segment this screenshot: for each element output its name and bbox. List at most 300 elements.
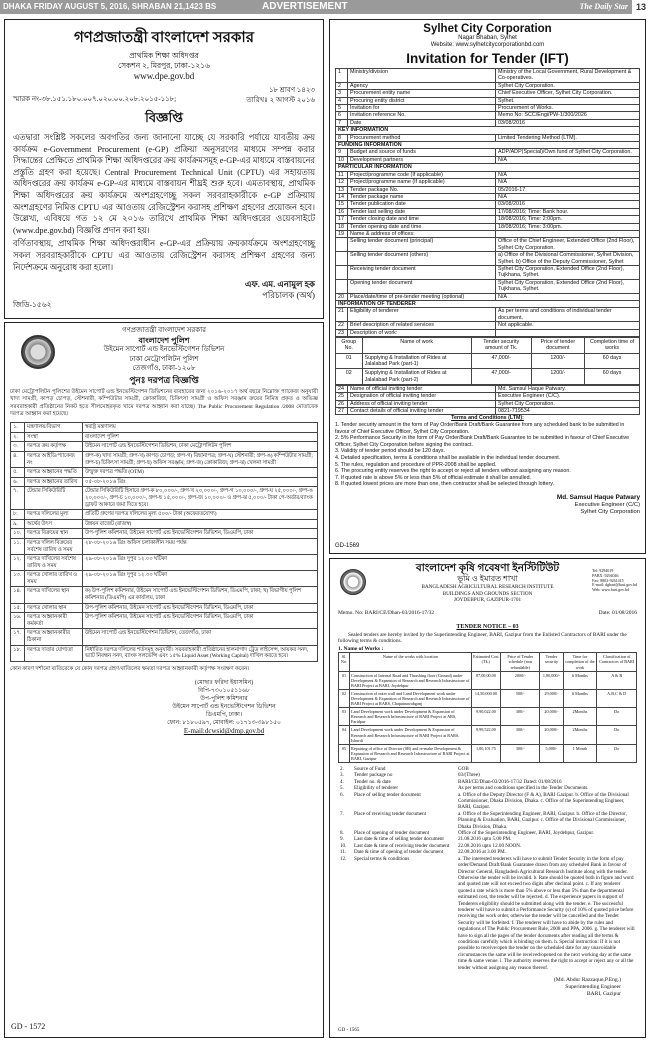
masthead: The Daily Star (579, 2, 628, 11)
scc-row-value: N/A (496, 193, 640, 200)
dmp-row (11, 603, 318, 613)
dmp-row-key: দরপত্র বিক্রয়ের স্থান (25, 529, 83, 539)
scc-row-key: Procurement method (348, 134, 496, 141)
bari-detail-value: 22.08.2016 upto 12.00 NOON. (458, 842, 522, 849)
bari-work-row (339, 726, 637, 744)
scc-signer-title: Executive Engineer (C/C) (574, 501, 640, 508)
bari-detail-key: Last date & time of selling tender document (354, 836, 444, 843)
scc-work-col-header: Tender security amount of Tk. (471, 338, 531, 354)
scc-row-num: 18 (336, 223, 348, 230)
bari-work-cell: Construction of Internal Road and Thrashing floor (Ground) under Development & Expansion of Research and Research Infrastructure of BARI Project at BARI, Joydebpur (351, 672, 470, 688)
scc-term-item: 4. Detailed specification, terms & conditions shall be available in the individual tender document. (335, 455, 561, 461)
scc-row-value: Sylhet City Corporation. (496, 82, 640, 89)
dpe-notice (4, 19, 324, 319)
dmp-row-key: দরপত্র আহ্বানের তারিখ (25, 477, 83, 487)
dmp-row-num: ২. (11, 432, 25, 442)
dmp-row-value: বাংলাদেশ পুলিশ (83, 432, 318, 442)
dpe-date-bn: ১৮ শ্রাবণ ১৪২৩ (268, 86, 315, 94)
dmp-row-value: উপ-পুলিশ কমিশনার, উইমেন সাপোর্ট এন্ড ইনভেস্টিগেশন ডিভিশন, ডিএমপি, ঢাকা (83, 613, 318, 629)
dmp-intro: ঢাকা মেট্রোপলিটন পুলিশের উইমেন সাপোর্ট এন্ড ইনভেস্টিগেশন ডিভিশনের ব্যবহারের জন্য ২০১৬-২০১৭ অর্থ বছরে নিম্নোক্ত প্যাকেজ অনুযায়ী খাদ্য সামগ্রী, কাপড় চোপড়, স্টেশনারী, কম্পিউটার সামগ্রী, ক্রোকারিজ, চিকিৎসা সামগ্রী ও অফিস সরঞ্জাম ক্রয়ের নিমিত্ত প্রকৃত ও অভিজ্ঞ সরবরাহকারী প্রতিষ্ঠানের নিকট হতে সীলমোহরকৃত খামে দরপত্র আহ্বান করা যাচ্ছে। The Public Procurement Regulation /2008 মোতাবেক দরপত্র আহ্বান করা হয়েছে। (10, 389, 318, 417)
scc-section-heading: KEY INFORMATION (336, 127, 640, 134)
dmp-signer-id: বিপি-৭৩০১০৫১১৬৮ (198, 688, 250, 695)
bari-detail-row (338, 856, 637, 971)
scc-row-key: Tender publication date (348, 201, 496, 208)
scc-row (336, 393, 640, 400)
dmp-title: পুনঃ দরপত্র বিজ্ঞপ্তি (129, 374, 199, 385)
scc-row-value: Chief Executive Officer, Sylhet City Corporation. (496, 90, 640, 97)
bari-detail-key: Place of selling tender document (354, 791, 421, 798)
scc-row-value: Executive Engineer (C/C). (496, 393, 640, 400)
dmp-row (11, 487, 318, 510)
scc-row-num: 7 (336, 119, 348, 126)
bari-work-cell: Do (597, 744, 637, 762)
dmp-row (11, 477, 318, 487)
dmp-email: E-mail:dcwsid@dmp.gov.bd (183, 727, 265, 736)
scc-row (336, 193, 640, 200)
scc-row-num (336, 265, 348, 279)
scc-row-value (496, 230, 640, 237)
bari-work-cell: Do (597, 726, 637, 744)
dmp-row-key: দরপত্র খোলার তারিখ ও সময় (25, 571, 83, 587)
scc-gd: GD-1569 (335, 543, 360, 549)
bari-name-en: BANGLADESH AGRICULTURAL RESEARCH INSTITUTE (421, 584, 554, 590)
scc-row-num: 17 (336, 216, 348, 223)
scc-work-cell: 47,000/- (471, 353, 531, 369)
scc-row-key: Opening tender document (348, 279, 496, 293)
scc-row (336, 164, 640, 171)
scc-term-item: 7. If quoted rate is above 5% or less than 5% of official estimate it shall be annulled. (335, 474, 532, 481)
dpe-dates (246, 85, 315, 105)
scc-row (336, 156, 640, 163)
bari-detail-key: Eligibility of tenderer (354, 785, 399, 792)
scc-terms (335, 415, 640, 488)
scc-row-value: 03/08/2016 (496, 201, 640, 208)
scc-row (336, 385, 640, 392)
bari-work-cell: 5,000/- (540, 744, 563, 762)
bari-detail-num: 11. (340, 849, 347, 856)
scc-work-cell: 47,000/- (471, 369, 531, 385)
dpe-govt-title: গণপ্রজাতন্ত্রী বাংলাদেশ সরকার (73, 30, 255, 46)
bari-detail-key: Special terms & conditions (354, 855, 410, 862)
bari-memo-row (338, 610, 637, 622)
dmp-signer-title: উপ-পুলিশ কমিশনার (200, 696, 248, 703)
scc-row-value (496, 329, 640, 336)
bari-work-cell: 20,000/- (540, 726, 563, 744)
scc-row-num: 9 (336, 149, 348, 156)
scc-work-cell: 1200/- (531, 369, 585, 385)
bari-work-cell: 6 Months (563, 689, 597, 707)
scc-row-key: Tender package name (348, 193, 496, 200)
dmp-row-value: উইমেন সাপোর্ট এন্ড ইনভেস্টিগেশন ডিভিশন, ঢাকা মেট্রোপলিটন পুলিশ (83, 442, 318, 452)
bari-detail-num: 2. (340, 766, 344, 772)
scc-row-value: Procurement of Works. (496, 105, 640, 112)
bari-work-cell: 14,50,000.00 (471, 689, 500, 707)
dmp-row-num: ৫. (11, 468, 25, 478)
dmp-row-num: ৮. (11, 510, 25, 520)
scc-row-value: 18/08/2016; Time: 2:00pm. (496, 216, 640, 223)
bari-memo: Memo. No: BARI/CE/Dhan-03/2016-17/32 (338, 609, 435, 616)
scc-row (336, 201, 640, 208)
scc-term-item: 5. The rules, regulation and procedure of PPR-2008 shall be applied. (335, 461, 497, 468)
scc-work-col-header: Name of work (362, 338, 471, 354)
scc-row (336, 119, 640, 126)
scc-row-key: Development partners (348, 156, 496, 163)
scc-row-value: Not applicable. (496, 322, 640, 329)
bari-contact-line: Tel: 9294019 (592, 568, 614, 573)
scc-row (336, 293, 640, 300)
scc-term-item: 1. Tender security amount in the form of Pay Order/Bank Draft/Bank Guarantee from any scheduled bank to be submitted in favour of Chief Executive Officer, Sylhet City Corporation. (335, 422, 625, 435)
dmp-signer-phone: ফোন: ৮১৮০৫৯৭, মোবাইল: ০১৭১৩-৩৯৮১৫০ (167, 720, 281, 727)
dpe-heading: বিজ্ঞপ্তি (145, 110, 183, 125)
dmp-row (11, 432, 318, 442)
dmp-row-num: ৪. (11, 451, 25, 467)
scc-row-key: Name of official inviting tender (348, 385, 496, 392)
bari-works-label: 1. Name of Works : (338, 646, 384, 653)
scc-terms-title: Terms and Conditions (LTM): (451, 415, 524, 422)
dmp-head-1: গণপ্রজাতন্ত্রী বাংলাদেশ সরকার (121, 326, 207, 334)
scc-row-num (336, 279, 348, 293)
dmp-row-value: ২৯-০৮-২০১৬ খ্রিঃ দুপুর ১২.০০ ঘটিকা (83, 555, 318, 571)
bari-work-cell: 87,00,00.00 (471, 671, 500, 689)
scc-row-value: N/A (496, 293, 640, 300)
bari-work-cell: 05 (339, 744, 350, 762)
scc-row (336, 408, 640, 415)
scc-website: Website: www.sylhetcitycorporationbd.com (430, 42, 545, 48)
dmp-row-key: দরপত্র দাতার যোগ্যতা (25, 645, 83, 661)
dmp-row-num: ১০. (11, 529, 25, 539)
dmp-row (11, 468, 318, 478)
dmp-note: কোন কারণ দর্শানো ব্যতিরেকে যে কোন দরপত্র গ্রহণ/বাতিলের ক্ষমতা দরপত্র আহ্বানকারী কর্তৃপক্ষ সংরক্ষণ করেন। (10, 665, 250, 672)
bari-work-col-header: Sl. No. (339, 653, 350, 671)
bari-work-row (339, 689, 637, 707)
dmp-row-key: দরপত্র দলিল বিক্রয়ের সর্বশেষ তারিখ ও সময় (25, 538, 83, 554)
bari-work-row (339, 744, 637, 762)
dpe-date-en: ২ আগস্ট ২০১৬ (269, 96, 315, 104)
dmp-head-4: ঢাকা মেট্রোপলিটন পুলিশ (129, 354, 199, 363)
scc-row-key: Brief description of related services (348, 322, 496, 329)
scc-row-value: Sylhet. (496, 97, 640, 104)
scc-row-key: Ministry/division (348, 69, 496, 83)
dmp-signer-div: উইমেন সাপোর্ট এন্ড ইনভেস্টিগেশন ডিভিশন (172, 704, 276, 711)
scc-title: Sylhet City Corporation (423, 23, 552, 35)
bari-detail-row (338, 811, 637, 830)
dmp-row-num: ৯. (11, 519, 25, 529)
dmp-row-key: দরপত্র দাখিলের স্থান (25, 587, 83, 603)
bari-detail-value: 21.08.2016 upto 5.00 PM. (458, 836, 512, 843)
scc-work-col-header: Price of tender document (531, 338, 585, 354)
dmp-row-value: উপ-পুলিশ কমিশনার, উইমেন সাপোর্ট এন্ড ইনভেস্টিগেশন ডিভিশন, ডিএমপি, ঢাকা (83, 603, 318, 613)
dmp-row-value: টেন্ডার সিকিউরিটি হিসাবে গ্রুপ-ক ৮০,০০০/-, গ্রুপ-খ ২০,০০০/-, গ্রুপ-গ ১০,০০০/-, গ্রুপ-ঘ ২৫,০০০/-, গ্রুপ-ঙ ২০,০০০/-, গ্রুপ-চ ১০,০০০/-, গ্রুপ-ছ ১৫,০০০/-, গ্রুপ-জ ১০,০০০/- ও গ্রুপ-ঝ ৫,০০০/- টাকা পে-অর্ডার/ব্যাংক ড্রাফট আকারে জমা দিতে হবে। (83, 487, 318, 510)
dmp-row (11, 555, 318, 571)
scc-term-item: 6. The procuring entity reserves the right to accept or reject all tenders without assigning any reason. (335, 468, 571, 475)
scc-row-num: 11 (336, 171, 348, 178)
scc-row-value: As per terms and conditions of individual tender document. (496, 308, 640, 322)
scc-row (336, 82, 640, 89)
bari-signer-org: BARI, Gazipur (586, 991, 621, 997)
scc-row-key: Project/programme code (If applicable) (348, 171, 496, 178)
dmp-signature (130, 679, 318, 735)
bari-work-cell: 6 Months (563, 671, 597, 689)
bari-section-en: BUILDINGS AND GROUNDS SECTION (442, 590, 533, 597)
dpe-line-1: প্রাথমিক শিক্ষা অধিদপ্তর (129, 51, 199, 60)
scc-row-value: Memo No: SCC/Engi/PW-1/300/2026 (496, 112, 640, 119)
scc-term-item: 8. If quoted lowest prices are more than one, then contractor shall be selected through lottery. (335, 481, 554, 488)
scc-row (336, 308, 640, 322)
scc-row-value: Office of the Chief Engineer, Extended Office (2nd Floor), Sylhet City Corporation. (496, 238, 640, 252)
scc-row (336, 230, 640, 237)
scc-row-num: 13 (336, 186, 348, 193)
bari-work-cell: 9,99,522.00 (471, 726, 500, 744)
bari-name-bn: বাংলাদেশ কৃষি গবেষণা ইনস্টিটিউট (415, 563, 560, 574)
scc-section-heading: INFORMATION OF TENDERER (336, 301, 640, 308)
bari-signer: (Md. Abdur Razzaque,P.Eng.) (553, 977, 621, 983)
bari-detail-num: 6. (340, 791, 344, 798)
bari-work-cell: 01 (339, 671, 350, 689)
scc-row-key: Contact details of official inviting tender (348, 408, 496, 415)
dmp-head-3: উইমেন সাপোর্ট এন্ড ইনভেস্টিগেশন ডিভিশন (103, 345, 225, 353)
scc-row-value: 05/2016-17 (496, 186, 640, 193)
scc-row (336, 400, 640, 407)
bari-detail-value: As per terms and conditions specified in the Tender Documents. (458, 785, 589, 792)
dmp-signer: (মোছাঃ ফরিদা ইয়াসমিন) (194, 680, 254, 687)
scc-row (336, 252, 640, 266)
newspaper-header (0, 0, 650, 14)
scc-row-num: 16 (336, 208, 348, 215)
bari-work-row (339, 671, 637, 689)
scc-row-value: 0821-719534 (496, 408, 640, 415)
dmp-row (11, 629, 318, 645)
bari-work-cell: 03 (339, 708, 350, 726)
dmp-row-value: গ্রুপ-ক) খাদ্য সামগ্রী; গ্রুপ-খ) কাপড় চোপড়; গ্রুপ-গ) বিছানাপত্র; গ্রুপ-ঘ) স্টেশনারী; গ্রুপ-ঙ) কম্পিউটার সামগ্রী; গ্রুপ-চ) চিকিৎসা সামগ্রী; গ্রুপ-ছ) অফিস সরঞ্জাম; গ্রুপ-জ) ক্রোকারিজ; গ্রুপ-ঝ) খেলনা সামগ্রী (83, 451, 318, 467)
scc-row (336, 223, 640, 230)
scc-row-num: 27 (336, 408, 348, 415)
scc-row-value: 03/08/2016 (496, 119, 640, 126)
page-number: 13 (632, 0, 650, 14)
bari-detail-value: a. Office of the Deputy Director (F & A), BARI Gazipur. b. Office of the Divisional Commissioner, Dhaka Division, Dhaka. c. Office of the Superintending Engineer, BARI, Gazipur. (458, 791, 629, 811)
dmp-row-value: ক) উপ-পুলিশ কমিশনার, উইমেন সাপোর্ট এন্ড ইনভেস্টিগেশন ডিভিশন, ডিএমপি, ঢাকা; খ) বিভাগীয় পুলিশ কমিশনার (ডিএমপি) এর কার্যালয়, ঢাকা (83, 587, 318, 603)
bari-detail-num: 9. (340, 836, 344, 843)
scc-row-num: 14 (336, 193, 348, 200)
dmp-row (11, 587, 318, 603)
bari-work-cell: 2000/- (501, 671, 540, 689)
scc-work-col-header: Completion time of works (585, 338, 640, 354)
scc-row-value: N/A (496, 156, 640, 163)
dpe-signer-title: পরিচালক (অর্থ) (262, 290, 315, 301)
scc-row-num: 20 (336, 293, 348, 300)
scc-row-num: 21 (336, 308, 348, 322)
bari-detail-value: 03/(Three) (458, 772, 480, 779)
dmp-row-key: সংস্থা (25, 432, 83, 442)
scc-row-num: 25 (336, 393, 348, 400)
scc-row-key: Agency (348, 82, 496, 89)
dpe-body-2: বর্ণিতাবস্থায়, প্রাথমিক শিক্ষা অধিদপ্তরাধীন e-GP-এর প্রক্রিয়ায় ক্রয়কার্যক্রমে অংশগ্রহণেচ্ছু সকল সরবরাহকারীকে CPTU এর আওতায় রেজিস্ট্রেশন করাসহ প্রশিক্ষণ গ্রহণের জন্য নির্দেশক্রমে অনুরোধ করা হলো। (13, 239, 315, 272)
bari-work-col-header: Classification of Contractors of BARI (597, 653, 637, 671)
scc-row-value: ADP/ADP(Special)/Own fund of Sylhet City Corporation. (496, 149, 640, 156)
dpe-signer: এফ. এম. এনামুল হক (245, 279, 315, 290)
scc-row-value: N/A (496, 171, 640, 178)
dpe-date-label: তারিখঃ (246, 96, 268, 104)
bari-date: Date: 01/08/2016 (598, 609, 637, 616)
dmp-row (11, 519, 318, 529)
scc-row-num: 3 (336, 90, 348, 97)
dmp-row-value: ০৫-০৮-২০১৬ খ্রিঃ (83, 477, 318, 487)
dmp-row-value: ২৮-০৮-২০১৬ খ্রিঃ অফিস চলাকালীন সময় পর্যন্ত (83, 538, 318, 554)
bari-work-cell: 9,90,022.00 (471, 708, 500, 726)
scc-row-key: Tender opening date and time (348, 223, 496, 230)
scc-work-cell: 60 days (585, 369, 640, 385)
dmp-row-num: ১৩. (11, 571, 25, 587)
dmp-row (11, 571, 318, 587)
scc-row (336, 179, 640, 186)
bari-work-cell: Land Development work under Development & Expansion of Research and Research Infrastructure of BARI Project at ARS, Faridpur (350, 708, 472, 726)
bari-work-cell: 20,000/- (540, 708, 563, 726)
dmp-row (11, 529, 318, 539)
scc-row-key: Tender package No. (348, 186, 496, 193)
scc-row-key: Invitation for (348, 105, 496, 112)
scc-section-heading: PARTICULAR INFORMATION (336, 164, 640, 171)
dmp-row-key: অর্থের উৎস (25, 519, 83, 529)
dmp-signer-city: ডিএমপি, ঢাকা। (205, 712, 243, 719)
bari-detail-key: Tender package no (354, 772, 393, 779)
scc-row (336, 238, 640, 252)
dmp-head-2: বাংলাদেশ পুলিশ (138, 335, 190, 345)
scc-row (336, 171, 640, 178)
bari-work-col-header: Estimated Cost (Tk.) (471, 653, 500, 671)
scc-row-key: Place/date/time of pre-tender meeting (optional) (348, 293, 496, 300)
dmp-row-num: ১১. (11, 538, 25, 554)
scc-row-key: Designation of official inviting tender (348, 393, 496, 400)
scc-row-value: 18/08/2016; Time: 3:00pm. (496, 223, 640, 230)
dmp-row-num: ৬. (11, 477, 25, 487)
dpe-gd: জিডি-১৫৬২ (13, 300, 52, 309)
scc-row-key: Address of official inviting tender (348, 400, 496, 407)
dmp-row-key: মন্ত্রণালয়/বিভাগ (25, 423, 83, 433)
bari-work-cell: Do (597, 708, 637, 726)
scc-row-num: 2 (336, 82, 348, 89)
scc-row-value: Sylhet City Corporation. (496, 400, 640, 407)
scc-row (336, 90, 640, 97)
scc-row (336, 186, 640, 193)
scc-signer-org: Sylhet City Corporation (580, 508, 640, 515)
bari-detail-num: 12. (340, 855, 347, 862)
scc-row-num: 8 (336, 134, 348, 141)
scc-row-key: Tender closing date and time (348, 216, 496, 223)
scc-info-table (335, 68, 640, 337)
bari-detail-key: Tender no. & date (354, 778, 391, 785)
scc-row (336, 279, 640, 293)
dmp-row-key: দরপত্র আহ্বানকারীর ঠিকানা (25, 629, 83, 645)
scc-row-key: Selling tender document (principal) (348, 238, 496, 252)
scc-row-key: Name & address of offices: (348, 230, 496, 237)
bari-work-cell: 1,00,101.75 (471, 744, 500, 762)
bari-work-cell: 1 Month (563, 744, 597, 762)
dpe-signature (13, 279, 315, 301)
scc-address: Nagar Bhaban, Sylhet (458, 35, 517, 41)
scc-row-key: Invitation reference No. (348, 112, 496, 119)
dmp-row-key: দরপত্র খোলার স্থান (25, 603, 83, 613)
scc-row (336, 322, 640, 329)
bari-work-col-header: Price of Tender schedule (non refundable) (501, 653, 540, 671)
bari-address: JOYDEBPUR, GAZIPUR-1701 (453, 597, 522, 603)
section-title: ADVERTISEMENT (262, 1, 348, 12)
scc-row-num: 22 (336, 322, 348, 329)
scc-term-item: 2. 5% Performance Security in the form of Pay Order/Bank Draft/Bank Guarantee to be submitted in favour of Chief Executive Officer, Sylhet City Corporation before signing the contract. (335, 435, 630, 448)
scc-term-item: 3. Validity of tender period should be 120 days. (335, 448, 446, 455)
dpe-memo: স্মারক নং-৩৮.১৫১.১৮০.০০৭.০২০.০০.২০৮.২০১৫-১১৮; (13, 95, 177, 103)
bari-detail-num: 8. (340, 830, 344, 837)
bari-work-col-header: Name of the works with location (350, 653, 472, 671)
dpe-website: www.dpe.gov.bd (133, 71, 195, 81)
dmp-head (10, 326, 318, 385)
dmp-row-value: উপ-পুলিশ কমিশনার, উইমেন সাপোর্ট এন্ড ইনভেস্টিগেশন ডিভিশন, ডিএমপি, ঢাকা (83, 529, 318, 539)
scc-contact-table (335, 385, 640, 416)
bari-tender (329, 558, 646, 1038)
bari-work-cell: 29,000/- (540, 689, 563, 707)
dmp-row (11, 423, 318, 433)
bari-detail-num: 3. (340, 772, 344, 779)
bari-work-cell: 300/- (501, 708, 540, 726)
dmp-row (11, 442, 318, 452)
scc-work-row (336, 353, 640, 369)
bari-section-bn: ভূমি ও ইমারত শাখা (457, 574, 518, 583)
police-emblem-icon (21, 335, 55, 369)
dmp-row-key: দরপত্র দাখিলের সর্বশেষ তারিখ ও সময় (25, 555, 83, 571)
scc-section-heading: FUNDING INFORMATION (336, 142, 640, 149)
scc-signer: Md. Samsul Haque Patwary (556, 493, 640, 501)
bari-work-cell: Construction of outer wall and Land Development work under Development & Expansion of Research and Research Infrastructure of BARI Project at RARS, Chapainawabganj (351, 690, 470, 707)
scc-row-key: Budget and source of funds (348, 149, 496, 156)
dmp-row-key: দরপত্র আহ্বানকারী কর্মকর্তা (25, 613, 83, 629)
scc-row-key: Procuring entity district (348, 97, 496, 104)
scc-work-cell: Supplying & Installation of Rides at Jalalabad Park (part-2) (362, 369, 471, 385)
dmp-gd: GD - 1572 (11, 1022, 46, 1031)
dmp-row-key: দরপত্র আইডি/প্যাকেজ নং (25, 451, 83, 467)
dmp-row-num: ১৮. (11, 645, 25, 661)
scc-row (336, 301, 640, 308)
dmp-row-num: ১৫. (11, 603, 25, 613)
scc-work-table (335, 337, 640, 385)
bari-contact-line: PABX: 9294046 (592, 572, 619, 578)
scc-row-num: 1 (336, 69, 348, 83)
dmp-table (10, 422, 318, 662)
bari-work-cell: Repairing of office of Director (SR) and re-make Development & Expansion of Research and Research Infrastructure of BARI Project at BARI, Gazipur (351, 745, 470, 761)
dmp-row-value: স্বরাষ্ট্র মন্ত্রণালয় (83, 423, 318, 433)
dmp-row-value: উন্নয়ন বাজেট (রাজস্ব) (83, 519, 318, 529)
bari-contact-line: Web: www.bari.gov.bd (592, 587, 629, 593)
dmp-tender (4, 322, 324, 1038)
scc-row-num: 15 (336, 201, 348, 208)
bari-logo-icon (340, 569, 366, 595)
dmp-row-key: দরপত্র আহ্বানের পদ্ধতি (25, 468, 83, 478)
dmp-row-num: ৩. (11, 442, 25, 452)
bari-detail-key: Place of opening of tender document (354, 830, 430, 837)
dmp-row (11, 538, 318, 554)
dmp-row-value: উইমেন সাপোর্ট এন্ড ইনভেস্টিগেশন ডিভিশন, তেজগাঁও, ঢাকা (83, 629, 318, 645)
scc-row-num: 10 (336, 156, 348, 163)
bari-work-cell: A,B,C & D (597, 689, 637, 707)
scc-row-num: 24 (336, 385, 348, 392)
dmp-row-num: ১৬. (11, 613, 25, 629)
bari-detail-key: Place of receiving tender document (354, 810, 427, 817)
scc-row-key: Eligibility of tenderer (348, 308, 496, 322)
scc-row (336, 216, 640, 223)
bari-work-cell: A & B (597, 671, 637, 689)
scc-signature (335, 494, 640, 516)
bari-detail-value: Office of the Superintending Engineer, BARI, Joydebpur, Gazipur. (458, 830, 595, 837)
scc-row-num (336, 238, 348, 252)
bari-tender-notice: TENDER NOTICE – 03 (456, 623, 519, 630)
scc-work-col-header: Group No. (336, 338, 363, 354)
